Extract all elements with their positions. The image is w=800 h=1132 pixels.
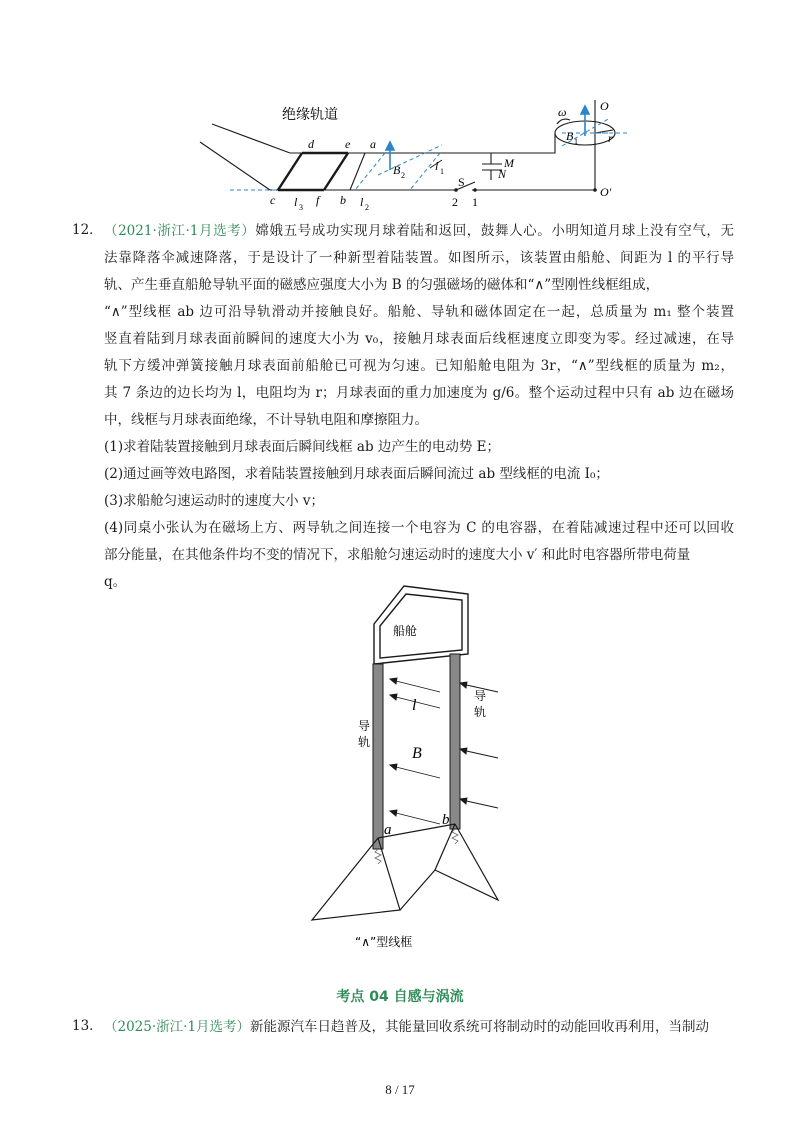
question-12-line-3: 轨、产生垂直船舱导轨平面的磁感应强度大小为 B 的匀强磁场的磁体和“∧”型刚性线框组成， [104,277,660,293]
label-2: 2 [452,195,458,209]
question-13-body [104,1014,734,1041]
question-12-line-7: 其 7 条边的边长均为 l，电阻均为 r；月球表面的重力加速度为 g/6。整个运动过程中只有 ab 边在磁场 [104,385,734,401]
label-e: e [345,137,351,151]
figure-rail-circuit [190,90,640,215]
sub-question-4-line-3: q。 [104,574,127,590]
sub-question-1: (1)求着陆装置接触到月球表面后瞬间线框 ab 边产生的电动势 E； [104,439,501,455]
question-12-body [104,218,734,596]
question-13-source: （2025·浙江·1月选考） [104,1019,251,1035]
sub-question-2: (2)通过画等效电路图，求着陆装置接触到月球表面后瞬间流过 ab 型线框的电流 I₀； [104,466,609,482]
label-l3: l [294,195,298,209]
label-B: B [412,745,422,762]
sub-question-3: (3)求船舱匀速运动时的速度大小 v； [104,493,325,509]
label-d: d [308,137,314,151]
question-12-line-1: （2021·浙江·1月选考）嫦娥五号成功实现月球着陆和返回，鼓舞人心。小明知道月球上没有空气，无 [104,223,735,239]
question-12-line-5: 竖直着陆到月球表面前瞬间的速度大小为 v₀，接触月球表面后线框速度立即变为零。经过减速，在导 [104,331,734,347]
question-number-13: 13． [72,1018,103,1034]
label-B2: B [393,163,401,177]
sub-question-4-line-2: 部分能量，在其他条件均不变的情况下，求船舱匀速运动时的速度大小 v′ 和此时电容器所带电荷量 [104,547,691,563]
label-r: r [608,131,613,145]
question-12-source: （2021·浙江·1月选考） [104,223,256,239]
label-l: l [412,697,417,714]
question-12-line-8: 中，线框与月球表面绝缘，不计导轨电阻和摩擦阻力。 [104,412,428,428]
label-B1: B [566,129,574,143]
sub-question-4-line-1: (4)同桌小张认为在磁场上方、两导轨之间连接一个电容为 C 的电容器，在着陆减速过程中还可以回收 [104,520,734,536]
question-number-12: 12． [72,222,103,238]
label-rail-left-2: 轨 [358,735,371,749]
label-rail-right-2: 轨 [474,705,487,719]
label-l3-sub: 3 [299,203,303,212]
label-B2-sub: 2 [401,171,405,180]
question-12-line-6: 轨下方缓冲弹簧接触月球表面前船舱已可视为匀速。已知船舱电阻为 3r，“∧”型线框的质量为 m₂， [104,358,734,374]
label-rail-right-1: 导 [474,689,487,703]
label-l1: l [435,159,439,173]
question-12-line-2: 法靠降落伞减速降落，于是设计了一种新型着陆装置。如图所示，该装置由船舱、间距为 l 的平行导 [104,250,734,266]
question-12-line-4: “∧”型线框 ab 边可沿导轨滑动并接触良好。船舱、导轨和磁体固定在一起，总质量为 m₁ 整个装置 [104,304,734,320]
label-track: 绝缘轨道 [282,107,338,123]
label-B1-sub: 1 [574,137,578,146]
label-cabin: 船舱 [393,624,418,638]
label-c: c [270,193,276,207]
label-f: f [316,193,320,207]
figure-landing-device [300,580,530,960]
label-O: O [600,99,609,113]
label-rail-left-1: 导 [358,719,371,733]
label-b: b [442,812,450,828]
label-O-prime: O' [600,185,612,199]
label-omega: ω [558,105,567,119]
figure-caption: “∧”型线框 [355,935,413,949]
label-l2-sub: 2 [365,203,369,212]
label-N: N [498,167,507,181]
label-M: M [504,156,514,170]
section-title: 考点 04 自感与涡流 [336,989,464,1005]
label-a: a [370,137,376,151]
label-l1-sub: 1 [440,167,444,176]
label-a: a [384,822,392,838]
label-S: S [458,175,465,189]
question-13-line-1: （2025·浙江·1月选考）新能源汽车日趋普及，其能量回收系统可将制动时的动能回收再利用，当制动 [104,1019,710,1035]
label-l2: l [360,195,364,209]
page-number: 8 / 17 [385,1082,415,1097]
label-1: 1 [472,195,478,209]
label-b: b [340,193,346,207]
